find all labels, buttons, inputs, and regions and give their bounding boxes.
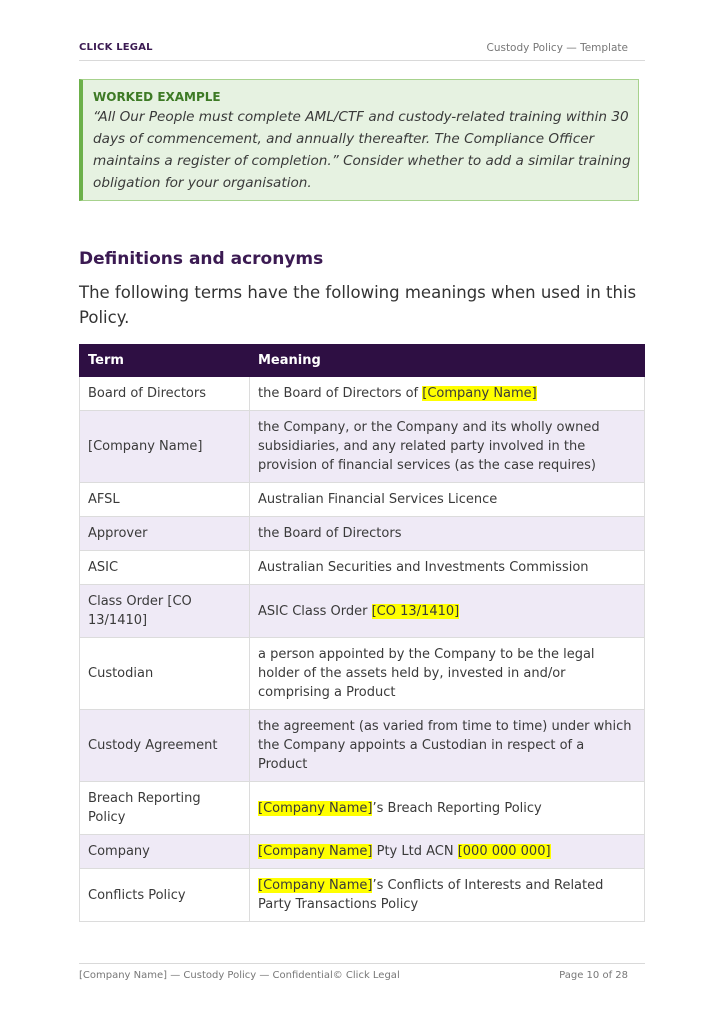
meaning-cell <box>250 835 645 869</box>
callout-text: “All Our People must complete AML/CTF and custody-related training within 30 days of commencement, and annually thereafter. The Compliance Officer maintains a register of completion.” Consider whether to add a similar training obligation for your organisation. <box>93 109 631 191</box>
table-row <box>80 710 645 782</box>
term-cell: Company <box>80 835 250 869</box>
meaning-cell <box>250 869 645 922</box>
definitions-table <box>79 344 645 922</box>
definitions-table-body <box>80 377 645 922</box>
meaning-text: the agreement (as varied from time to time) under which the Company appoints a Custodian in respect of a Product <box>258 719 632 772</box>
meaning-text: ASIC Class Order <box>258 603 372 619</box>
meaning-text: a person appointed by the Company to be the legal holder of the assets held by, invested in and/or comprising a Product <box>258 647 595 700</box>
document-title: Custody Policy — Template <box>486 42 628 54</box>
term-cell: ASIC <box>80 551 250 585</box>
meaning-text: Pty Ltd ACN <box>372 844 458 859</box>
meaning-text: the Board of Directors <box>258 526 402 541</box>
table-row <box>80 551 645 585</box>
term-cell: Approver <box>80 517 250 551</box>
page-number: Page 10 of 28 <box>559 970 628 981</box>
placeholder-highlight: [Company Name] <box>258 800 373 816</box>
meaning-cell <box>250 551 645 585</box>
meaning-text: ’s Conflicts of Interests and Related Party Transactions Policy <box>258 878 604 912</box>
meaning-text: Australian Financial Services Licence <box>258 492 498 507</box>
column-header-meaning: Meaning <box>250 345 645 377</box>
callout-label: WORKED EXAMPLE <box>93 90 221 104</box>
worked-example-callout <box>79 79 639 201</box>
table-row <box>80 377 645 411</box>
placeholder-highlight: [Company Name] <box>422 386 537 401</box>
page-header <box>79 40 645 61</box>
meaning-text: ’s Breach Reporting Policy <box>372 800 542 816</box>
meaning-cell <box>250 411 645 483</box>
meaning-cell <box>250 782 645 835</box>
footer-text: [Company Name] — Custody Policy — Confidential© Click Legal <box>79 970 400 981</box>
meaning-text: the Board of Directors of <box>258 386 423 401</box>
section-intro: The following terms have the following meanings when used in this Policy. <box>79 283 637 327</box>
table-row <box>80 869 645 922</box>
meaning-cell <box>250 517 645 551</box>
term-cell: [Company Name] <box>80 411 250 483</box>
column-header-term: Term <box>80 345 250 377</box>
meaning-cell <box>250 710 645 782</box>
term-cell: Class Order [CO 13/1410] <box>80 585 250 638</box>
meaning-cell <box>250 377 645 411</box>
term-cell: AFSL <box>80 483 250 517</box>
placeholder-highlight: [Company Name] <box>258 844 373 859</box>
placeholder-highlight: [000 000 000] <box>457 844 551 859</box>
meaning-cell <box>250 585 645 638</box>
meaning-cell <box>250 483 645 517</box>
table-row <box>80 411 645 483</box>
meaning-cell <box>250 638 645 710</box>
brand-name: CLICK LEGAL <box>79 42 153 53</box>
term-cell: Board of Directors <box>80 377 250 411</box>
table-row <box>80 483 645 517</box>
table-row <box>80 835 645 869</box>
meaning-text: Australian Securities and Investments Commission <box>258 560 589 575</box>
term-cell: Breach Reporting Policy <box>80 782 250 835</box>
term-cell: Custody Agreement <box>80 710 250 782</box>
term-cell: Conflicts Policy <box>80 869 250 922</box>
term-cell: Custodian <box>80 638 250 710</box>
table-header-row <box>80 345 645 377</box>
table-row <box>80 638 645 710</box>
placeholder-highlight: [Company Name] <box>258 878 373 893</box>
table-row <box>80 585 645 638</box>
table-row <box>80 517 645 551</box>
page-footer <box>79 963 645 988</box>
section-heading: Definitions and acronyms <box>79 249 324 269</box>
table-row <box>80 782 645 835</box>
meaning-text: the Company, or the Company and its wholly owned subsidiaries, and any related party involved in the provision of financial services (as the case requires) <box>258 420 600 473</box>
placeholder-highlight: [CO 13/1410] <box>371 603 460 619</box>
